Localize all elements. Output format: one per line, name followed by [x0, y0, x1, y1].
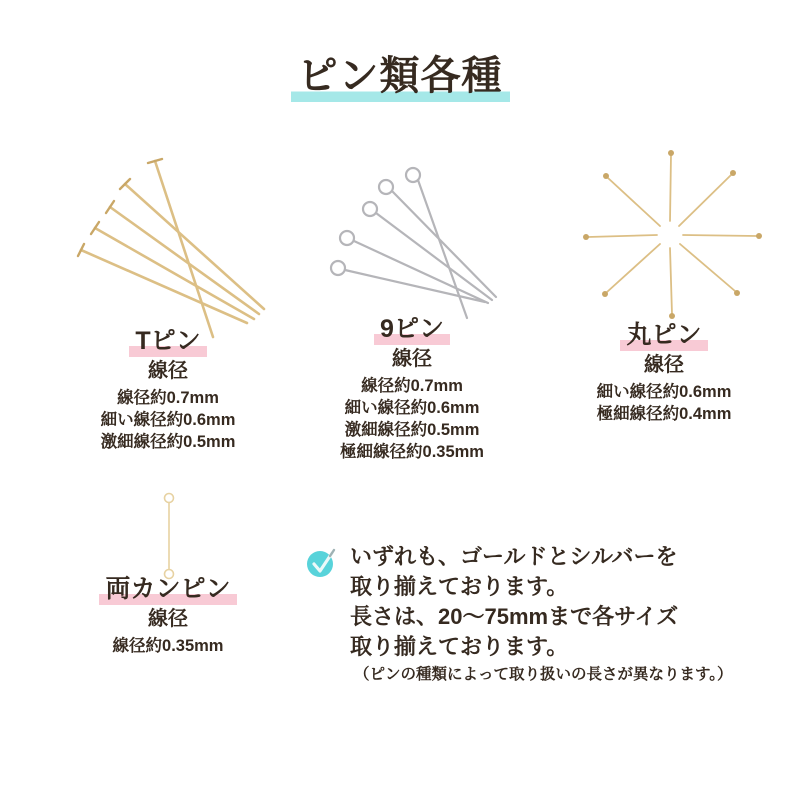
- section-round-pin: [564, 320, 764, 425]
- spec-line: 細い線径約0.6mm: [100, 411, 236, 429]
- page-title-text: ピン類各種: [291, 50, 510, 102]
- page-title: [0, 50, 800, 102]
- section-t-pin: [68, 326, 268, 453]
- check-icon: [306, 546, 342, 585]
- section-both-loop-pin: [68, 574, 268, 657]
- note-line: 取り揃えております。: [350, 574, 569, 599]
- spec-line: 線径約0.7mm: [361, 377, 463, 395]
- spec-line: 激細線径約0.5mm: [100, 433, 236, 451]
- note-line: 長さは、20〜75mmまで各サイズ: [350, 604, 679, 629]
- availability-note: [306, 542, 766, 686]
- pin-name: [312, 314, 512, 345]
- pin-name: [68, 326, 268, 357]
- pin-name-label: 丸ピン: [620, 320, 707, 351]
- pin-name-label: 9ピン: [374, 314, 450, 345]
- note-line: いずれも、ゴールドとシルバーを: [350, 544, 678, 569]
- diameter-label: 線径: [148, 608, 188, 630]
- pin-name: [68, 574, 268, 605]
- spec-line: 線径約0.35mm: [112, 637, 224, 655]
- t-pin-image: [60, 140, 310, 350]
- spec-line: 極細線径約0.35mm: [340, 443, 484, 461]
- spec-line: 極細線径約0.4mm: [596, 405, 732, 423]
- both-loop-pin-image: [148, 490, 192, 586]
- section-nine-pin: [312, 314, 512, 463]
- diameter-label: 線径: [392, 348, 432, 370]
- pin-name-label: Tピン: [129, 326, 206, 357]
- diameter-label: 線径: [148, 360, 188, 382]
- note-caption: （ピンの種類によって取り扱いの長さが異なります。）: [354, 666, 733, 683]
- pin-name-label: 両カンピン: [99, 574, 236, 605]
- round-pin-image: [560, 140, 780, 340]
- spec-line: 細い線径約0.6mm: [596, 383, 732, 401]
- spec-line: 激細線径約0.5mm: [344, 421, 480, 439]
- spec-line: 線径約0.7mm: [117, 389, 219, 407]
- nine-pin-image: [330, 150, 550, 330]
- note-line: 取り揃えております。: [350, 634, 569, 659]
- pin-name: [564, 320, 764, 351]
- spec-line: 細い線径約0.6mm: [344, 399, 480, 417]
- note-text: [350, 542, 733, 686]
- diameter-label: 線径: [644, 354, 684, 376]
